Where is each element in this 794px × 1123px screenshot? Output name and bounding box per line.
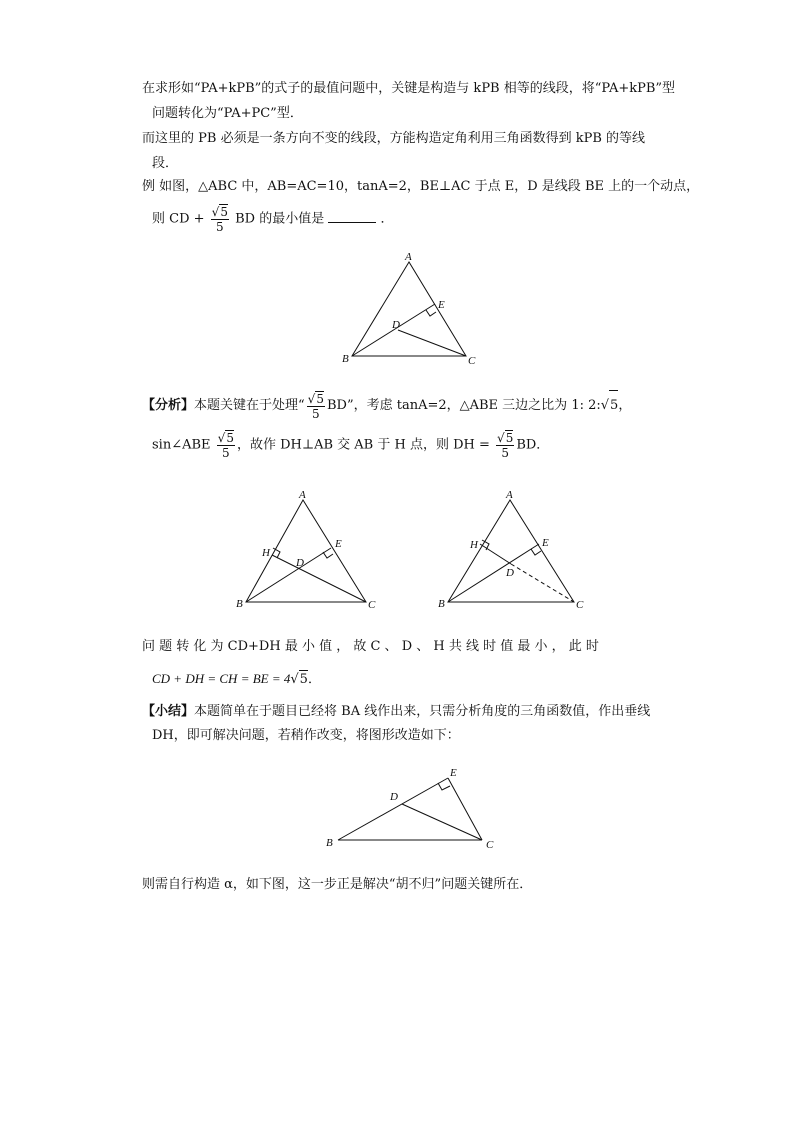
fig1-segment-dc — [398, 330, 466, 356]
fig2-label-e: E — [335, 538, 342, 550]
analysis-frac-den: 5 — [312, 406, 320, 421]
fig3-label-a: A — [506, 489, 513, 501]
example-frac-den: 5 — [216, 220, 224, 234]
intro-line-1: 在求形如“PA+kPB”的式子的最值问题中，关键是构造与 kPB 相等的线段，将“PA+kPB”型 — [142, 81, 676, 96]
figure-triangle-3 — [434, 486, 584, 611]
fig4-segment-be — [338, 778, 448, 840]
fig2-right-angle-e — [323, 552, 333, 558]
analysis-line-1: 【分析】本题关键在于处理“ $\frac{√5}{5}$ BD”，考虑 tanA=2，△ABE 三边之比为 1: 2:√5， — [142, 391, 632, 421]
final-line: 则需自行构造 α，如下图，这一步正是解决“胡不归”问题关键所在． — [142, 877, 533, 892]
fig3-dashed-dc — [511, 564, 574, 602]
fig2-label-c: C — [368, 599, 376, 611]
conclusion-equation: CD + DH = CH = BE = 4 — [152, 671, 291, 686]
fig1-label-c: C — [468, 355, 476, 367]
figure-triangle-4 — [322, 762, 512, 857]
analysis-fraction-3: $\frac{√5}{5}$ — [497, 431, 514, 460]
example-end: ． — [380, 211, 394, 227]
fig4-label-e: E — [450, 767, 457, 779]
analysis-fraction: $\frac{√5}{5}$ — [307, 391, 324, 421]
fig1-label-e: E — [438, 299, 445, 311]
fig1-right-angle-mark — [426, 310, 436, 316]
analysis-part-1: 本题关键在于处理“ — [194, 398, 305, 413]
fig3-label-e: E — [542, 537, 549, 549]
fig4-label-d: D — [390, 791, 398, 803]
fig4-right-angle-e — [438, 783, 450, 790]
analysis-part-3: ， — [618, 398, 632, 413]
analysis-line2-b: ，故作 DH⊥AB 交 AB 于 H 点，则 DH = — [236, 437, 490, 453]
intro-line-2: 问题转化为“PA+PC”型． — [152, 106, 303, 121]
fig2-label-b: B — [236, 598, 243, 610]
fig4-label-c: C — [486, 839, 494, 851]
summary-tag: 【小结】 — [142, 704, 195, 719]
fig2-label-h: H — [262, 547, 270, 559]
analysis-sqrt5: 5 — [609, 390, 618, 421]
fig2-label-d: D — [296, 557, 304, 569]
example-frac-num: 5 — [220, 205, 228, 219]
summary-text-1: 本题简单在于题目已经将 BA 线作出来，只需分析角度的三角函数值，作出垂线 — [194, 704, 651, 719]
fig3-segment-hd — [480, 544, 511, 564]
example-line-1: 例 如图，△ABC 中，AB=AC=10，tanA=2，BE⊥AC 于点 E，D 是线段 BE 上的一个动点， — [142, 179, 700, 194]
example-line-2 — [152, 204, 394, 235]
fig3-label-d: D — [506, 567, 514, 579]
fig1-triangle-abc — [352, 262, 466, 356]
figure-triangle-1 — [340, 250, 480, 370]
analysis-line2-num2: 5 — [505, 431, 514, 445]
fig4-segment-ec — [448, 778, 482, 840]
analysis-fraction-2: $\frac{√5}{5}$ — [217, 431, 234, 460]
fig2-label-a: A — [299, 489, 306, 501]
conclusion-line-1: 问 题 转 化 为 CD+DH 最 小 值 ， 故 C 、 D 、 H 共 线 时 值 最 小 ， 此 时 — [142, 639, 599, 654]
fig1-label-a: A — [405, 251, 412, 263]
summary-line-1 — [142, 703, 650, 721]
analysis-line2-num: 5 — [226, 431, 234, 445]
fig3-triangle-abc — [448, 500, 574, 602]
fig2-segment-be — [246, 548, 331, 602]
analysis-line2-den: 5 — [222, 446, 230, 460]
fig4-segment-dc — [402, 804, 482, 840]
fig3-right-angle-e — [531, 549, 541, 555]
analysis-line2-c: BD． — [516, 437, 550, 453]
intro-line-3: 而这里的 PB 必须是一条方向不变的线段，方能构造定角利用三角函数得到 kPB 的等线 — [142, 131, 646, 146]
example-prefix: 则 CD + — [152, 211, 205, 227]
conclusion-line-2: CD + DH = CH = BE = 4√5． — [152, 671, 321, 687]
fig1-label-b: B — [342, 353, 349, 365]
analysis-line2-den2: 5 — [501, 446, 509, 460]
analysis-frac-num: 5 — [316, 391, 324, 406]
fig3-label-h: H — [470, 539, 478, 551]
fig4-label-b: B — [326, 837, 333, 849]
conclusion-sqrt: 5 — [299, 672, 308, 687]
analysis-tag: 【分析】 — [142, 398, 195, 413]
analysis-line-2 — [152, 430, 549, 461]
example-suffix: BD 的最小值是 — [235, 211, 325, 227]
analysis-line2-a: sin∠ABE — [152, 437, 211, 453]
answer-blank — [328, 210, 376, 223]
example-fraction: $\frac{√5}{5}$ — [211, 205, 228, 234]
figure-triangle-2 — [232, 486, 382, 611]
analysis-part-2: BD”，考虑 tanA=2，△ABE 三边之比为 1: 2: — [326, 398, 601, 413]
fig1-label-d: D — [392, 319, 400, 331]
fig3-label-b: B — [438, 598, 445, 610]
intro-line-4: 段． — [152, 156, 179, 171]
conclusion-end: ． — [307, 672, 321, 687]
fig3-label-c: C — [576, 599, 584, 611]
summary-line-2: DH，即可解决问题，若稍作改变，将图形改造如下： — [152, 728, 460, 743]
